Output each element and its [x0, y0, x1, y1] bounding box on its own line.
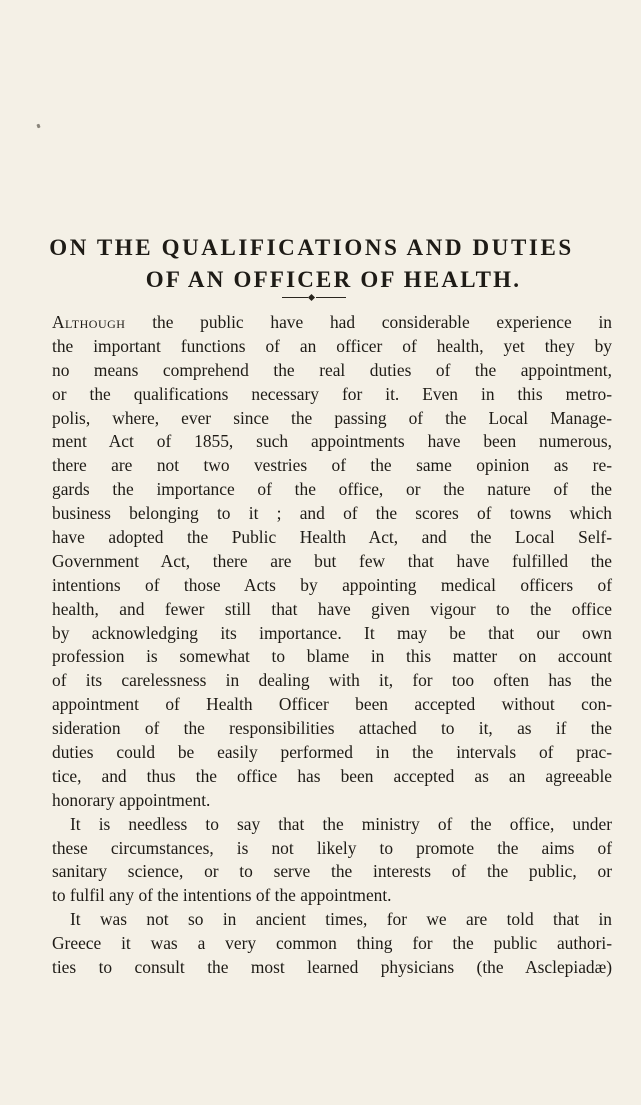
text-line: health, and fewer still that have given vigour to the office	[52, 598, 612, 619]
text-line: intentions of those Acts by appointing medical officers of	[52, 574, 612, 595]
text-line: sideration of the responsibilities attached to it, as if the	[52, 718, 612, 739]
text-line: by acknowledging its importance. It may be that our own	[52, 622, 612, 643]
opening-word: Although	[52, 312, 126, 332]
print-speck	[36, 124, 40, 129]
text-line: ment Act of 1855, such appointments have been numerous,	[52, 431, 612, 452]
title-ornament-rule	[282, 295, 346, 301]
text-line: business belonging to it ; and of the scores of towns which	[52, 503, 612, 524]
text-line: or the qualifications necessary for it. Even in this metro-	[52, 383, 612, 404]
diamond-ornament-icon	[308, 294, 315, 301]
text-line: ties to consult the most learned physicians (the Asclepiadæ)	[52, 957, 612, 978]
text-line: of its carelessness in dealing with it, for too often has the	[52, 670, 612, 691]
text-line: polis, where, ever since the passing of the Local Manage-	[52, 407, 612, 428]
text-line: there are not two vestries of the same opinion as re-	[52, 455, 612, 476]
document-title	[0, 236, 641, 291]
text-line: Greece it was a very common thing for the public authori-	[52, 933, 612, 954]
text-line: these circumstances, is not likely to promote the aims of	[52, 837, 612, 858]
text-line: Although the public have had considerable experience in	[52, 312, 612, 332]
title-line-2: OF AN OFFICER OF HEALTH.	[145, 267, 522, 292]
text-line: It is needless to say that the ministry of the office, under	[70, 813, 612, 834]
text-line: the important functions of an officer of health, yet they by	[52, 335, 612, 356]
text-line: honorary appointment.	[52, 789, 211, 810]
text-line: It was not so in ancient times, for we are told that in	[70, 909, 612, 930]
text-line: have adopted the Public Health Act, and the Local Self-	[52, 527, 612, 548]
title-line-1: ON THE QUALIFICATIONS AND DUTIES	[49, 235, 574, 260]
text-line: profession is somewhat to blame in this matter on account	[52, 646, 612, 667]
text-line: sanitary science, or to serve the interests of the public, or	[52, 861, 612, 882]
text-line: gards the importance of the office, or the nature of the	[52, 479, 612, 500]
body-text	[52, 311, 612, 980]
text-line: tice, and thus the office has been accepted as an agreeable	[52, 765, 612, 786]
text-line: appointment of Health Officer been accepted without con-	[52, 694, 612, 715]
text-line: to fulfil any of the intentions of the appointment.	[52, 885, 392, 906]
text-line: no means comprehend the real duties of the appointment,	[52, 359, 612, 380]
text-line: Government Act, there are but few that have fulfilled the	[52, 550, 612, 571]
text-line: duties could be easily performed in the intervals of prac-	[52, 742, 612, 763]
